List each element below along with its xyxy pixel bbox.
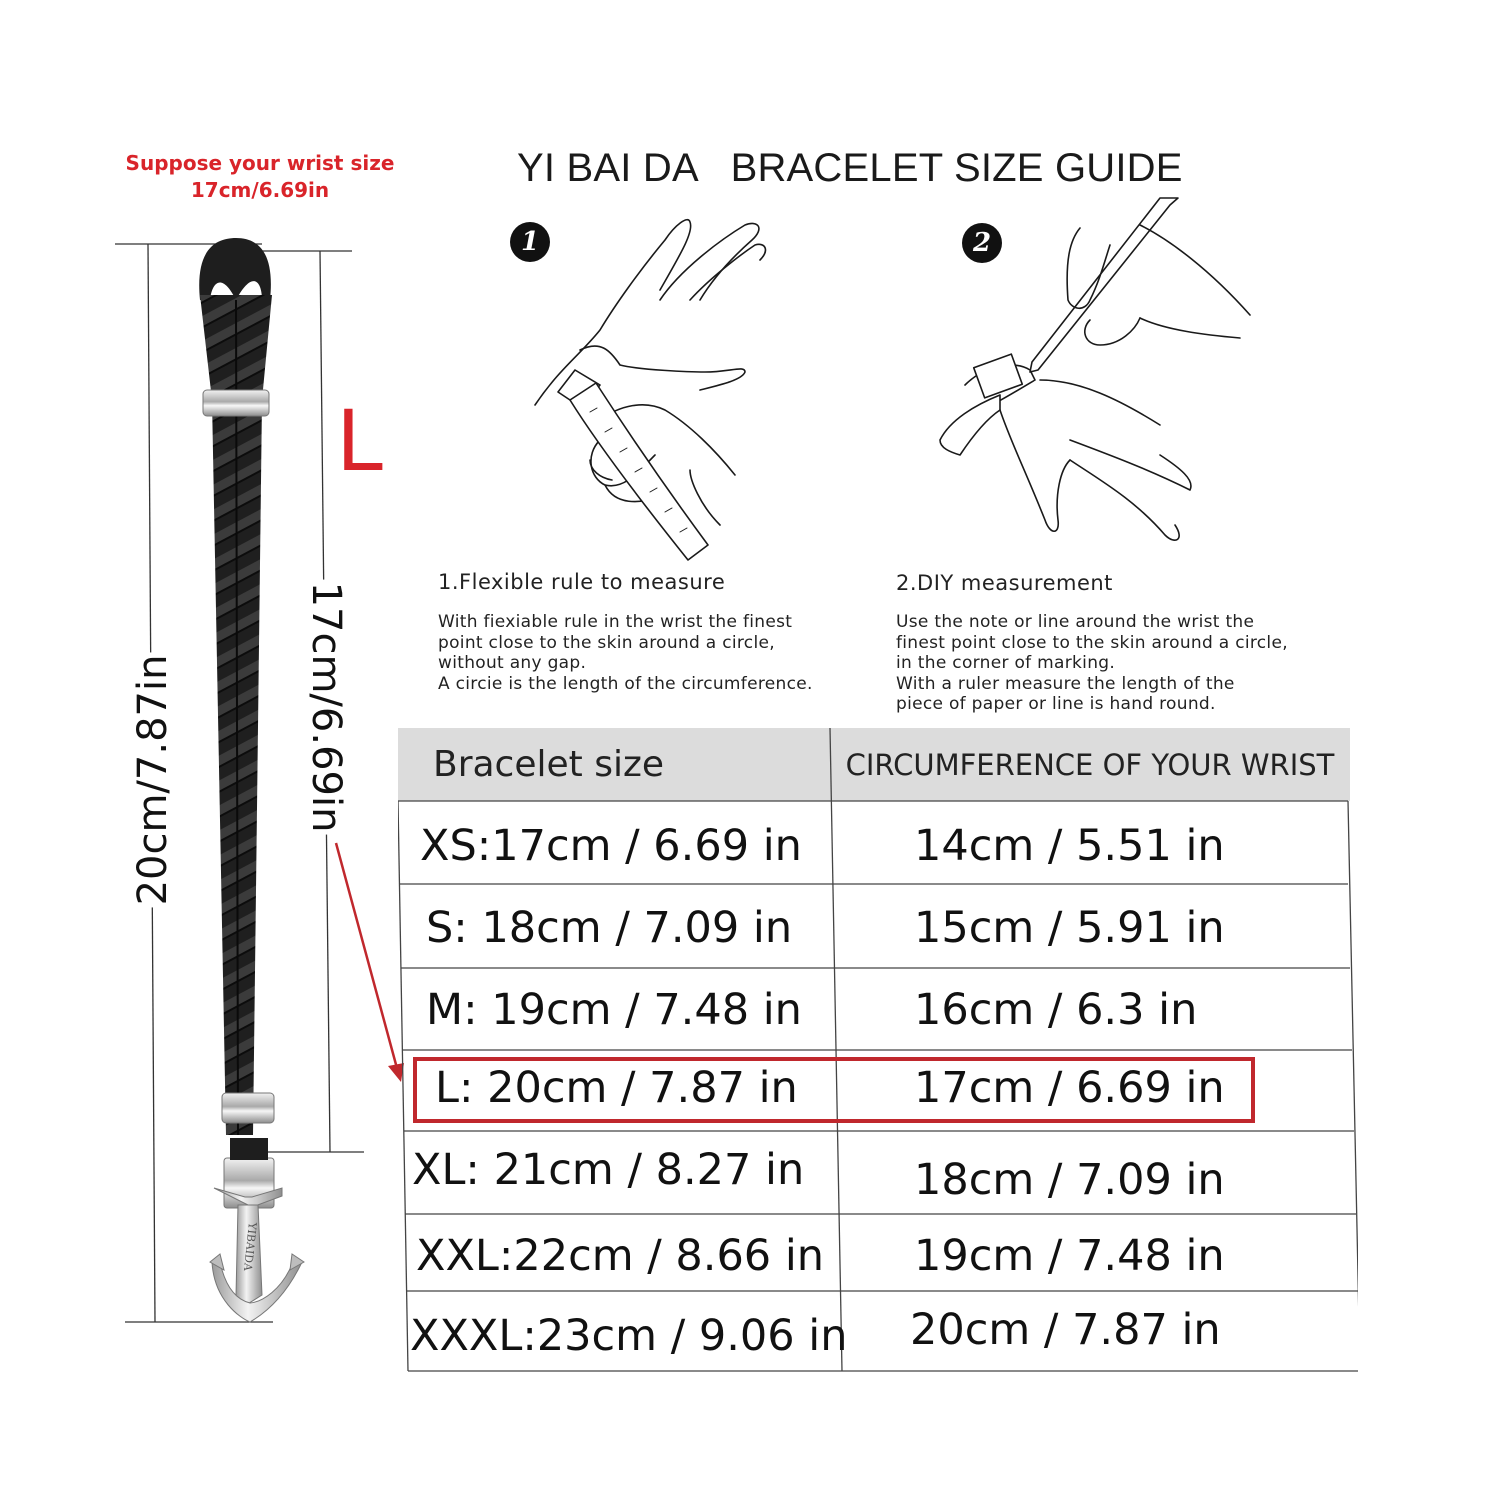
bracelet-loop [199, 238, 271, 300]
wrist-note-line1: Suppose your wrist size [125, 151, 395, 175]
step-1-line: without any gap. [438, 653, 587, 673]
wrist-note-line2: 17cm/6.69in [190, 178, 330, 202]
step-1-line: A circie is the length of the circumference. [438, 673, 813, 694]
header-bracelet-size: Bracelet size [398, 728, 863, 801]
step-2-line: With a ruler measure the length of the [896, 673, 1235, 694]
row-size-xxxl: XXXL:23cm / 9.06 in [410, 1311, 848, 1361]
upper-metal-sleeve [203, 390, 269, 416]
row-wrist-xxxl: 20cm / 7.87 in [910, 1305, 1221, 1355]
step-2-title: 2.DIY measurement [896, 571, 1113, 595]
step-1-line: With fiexiable rule in the wrist the finest [438, 612, 793, 632]
step-2-line: Use the note or line around the wrist the [896, 612, 1255, 632]
step-1-title: 1.Flexible rule to measure [438, 570, 726, 594]
row-size-xs: XS:17cm / 6.69 in [420, 821, 802, 871]
step-1-badge: 1 [510, 222, 550, 262]
row-size-xl: XL: 21cm / 8.27 in [412, 1145, 805, 1195]
row-wrist-xxl: 19cm / 7.48 in [914, 1231, 1225, 1281]
row-size-s: S: 18cm / 7.09 in [426, 903, 793, 953]
size-letter-label: L [336, 392, 383, 490]
step-2-line: piece of paper or line is hand round. [896, 694, 1216, 714]
row-size-l: L: 20cm / 7.87 in [435, 1063, 798, 1113]
row-size-m: M: 19cm / 7.48 in [426, 985, 802, 1035]
step-2-badge: 2 [962, 223, 1002, 263]
clasp-engraving: YIBAIDA [240, 1221, 259, 1272]
step-2-line: finest point close to the skin around a circle, [896, 632, 1288, 653]
inner-length-label: 17cm/6.69in [303, 581, 349, 833]
anchor-clasp [210, 1188, 304, 1322]
row-wrist-xl: 18cm / 7.09 in [914, 1155, 1225, 1205]
row-wrist-l: 17cm / 6.69 in [914, 1063, 1225, 1113]
row-wrist-xs: 14cm / 5.51 in [914, 821, 1225, 871]
step-2-line: in the corner of marking. [896, 653, 1116, 673]
lower-metal-sleeve [222, 1093, 274, 1123]
total-length-label: 20cm/7.87in [130, 654, 176, 906]
step-1-line: point close to the skin around a circle, [438, 632, 775, 653]
step-1-description [438, 612, 813, 694]
header-wrist-circumference: CIRCUMFERENCE OF YOUR WRIST [830, 728, 1350, 801]
highlight-arrow [336, 843, 404, 1082]
row-size-xxl: XXL:22cm / 8.66 in [416, 1231, 825, 1281]
row-wrist-s: 15cm / 5.91 in [914, 903, 1225, 953]
row-wrist-m: 16cm / 6.3 in [914, 985, 1198, 1035]
step1-illustration [535, 220, 765, 560]
step-2-description [896, 612, 1288, 715]
page-title: YI BAI DA BRACELET SIZE GUIDE [517, 146, 1183, 190]
size-table [398, 728, 1358, 1373]
